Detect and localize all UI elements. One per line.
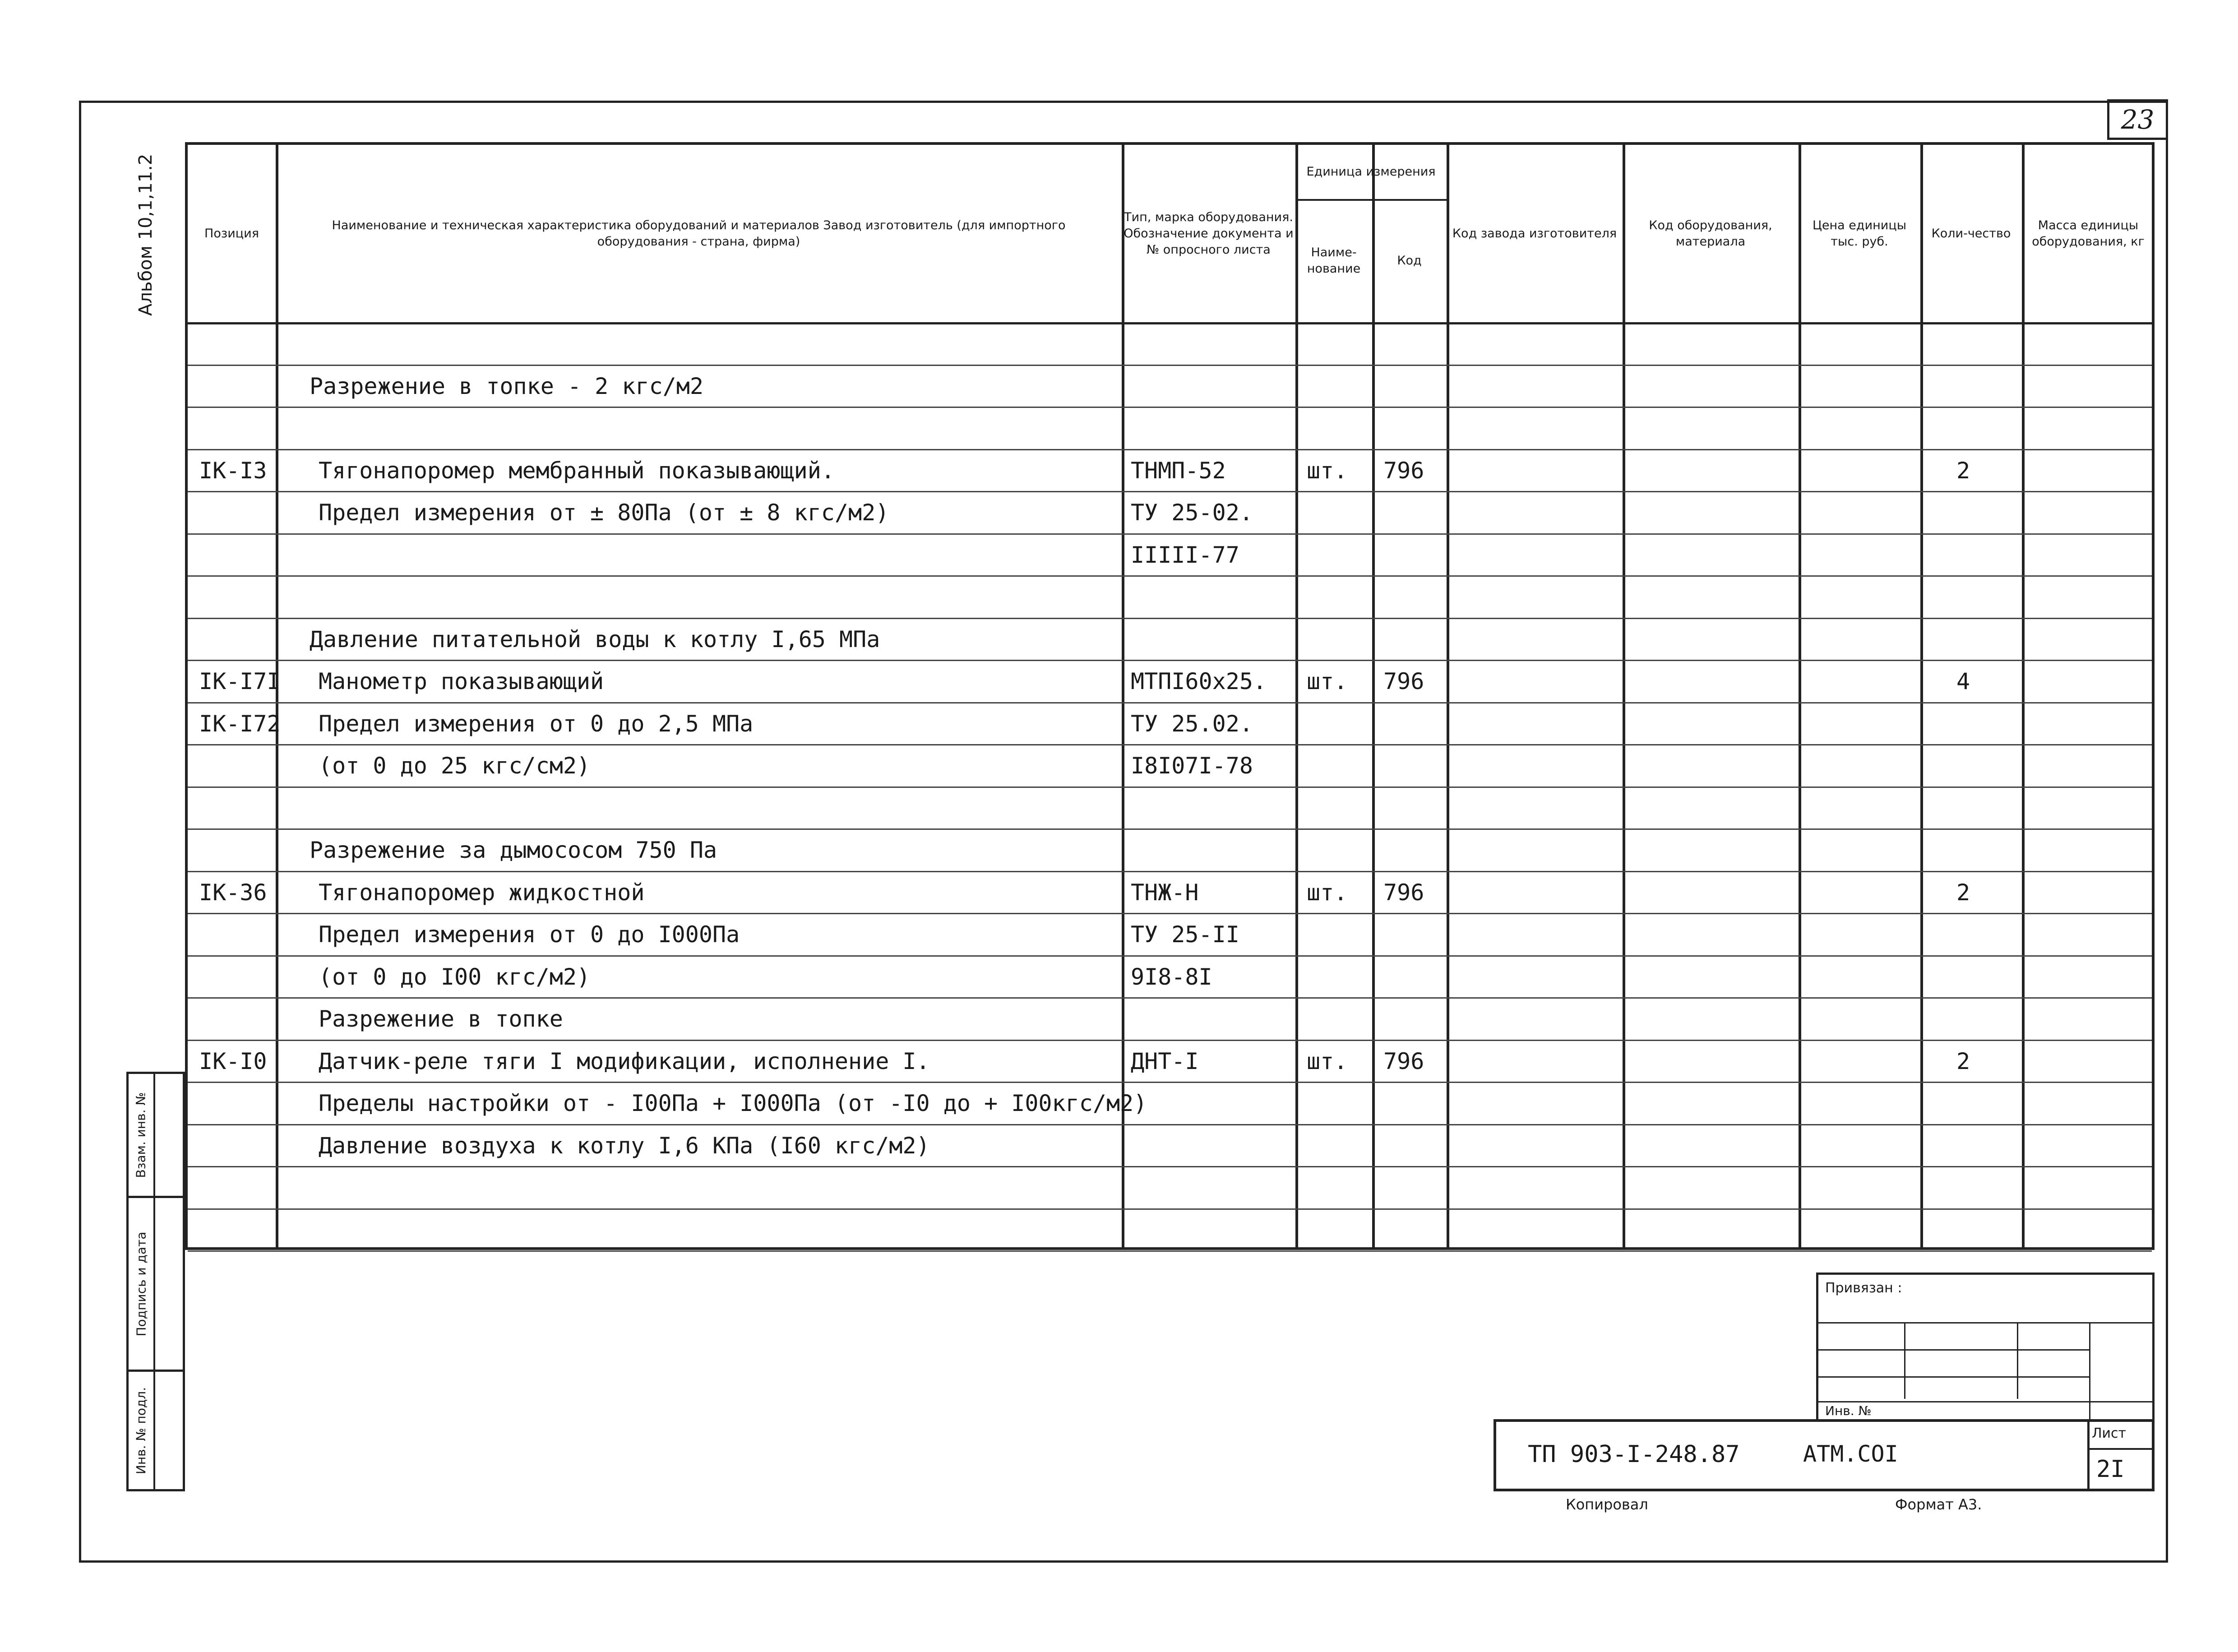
cell-position: IK-I72 — [199, 710, 281, 737]
cell-code: 796 — [1383, 457, 1424, 484]
stamp-inv — [126, 1370, 185, 1491]
row-divider — [188, 407, 2152, 408]
row-divider — [188, 913, 2152, 914]
row-divider — [188, 1124, 2152, 1125]
cell-position: IK-I7I — [199, 668, 281, 694]
header-qty: Коли-чество — [1931, 226, 2011, 241]
header-price: Цена единицы тыс. руб. — [1812, 218, 1907, 249]
cell-type: МТПI60х25. — [1131, 668, 1267, 694]
cell-position: IK-I3 — [199, 457, 267, 484]
stamp-signature-label: Подпись и дата — [134, 1231, 148, 1336]
cell-type: ТНМП-52 — [1131, 457, 1226, 484]
cell-name: Разрежение в топке — [319, 1006, 563, 1032]
cell-name: (от 0 до 25 кгс/см2) — [319, 753, 591, 779]
cell-name: Предел измерения от ± 80Па (от ± 8 кгс/м2) — [319, 500, 889, 526]
row-divider — [188, 828, 2152, 830]
cell-unit: шт. — [1307, 457, 1348, 484]
title-block — [1494, 1419, 2155, 1491]
row-divider — [188, 660, 2152, 661]
stamp-vzam-label: Взам. инв. № — [134, 1092, 149, 1178]
stamp-vzam — [126, 1072, 185, 1198]
project-code: ТП 903-I-248.87 — [1528, 1441, 1740, 1468]
row-divider — [188, 618, 2152, 619]
album-label: Альбом 10,1,11.2 — [135, 153, 156, 316]
cell-name: Разрежение за дымососом 750 Па — [310, 837, 717, 863]
row-divider — [188, 787, 2152, 788]
cell-name: Датчик-реле тяги I модификации, исполнение I. — [319, 1048, 930, 1074]
header-unit-group: Единица измерения — [1306, 165, 1436, 179]
row-divider — [188, 955, 2152, 957]
row-divider — [188, 1250, 2152, 1252]
row-divider — [188, 871, 2152, 872]
header-factory-code: Код завода изготовителя — [1452, 226, 1617, 241]
cell-name: Манометр показывающий — [319, 668, 604, 694]
cell-unit: шт. — [1307, 668, 1348, 694]
cell-name: Пределы настройки от - I00Па + I000Па (от -I0 до + I00кгс/м2) — [319, 1090, 1147, 1116]
cell-qty: 2 — [1956, 457, 1970, 484]
cell-type: I8I07I-78 — [1131, 753, 1253, 779]
cell-name: Предел измерения от 0 до 2,5 МПа — [319, 710, 754, 737]
cell-code: 796 — [1383, 879, 1424, 906]
row-divider — [188, 1082, 2152, 1083]
header-type: Тип, марка оборудования. Обозначение документа и № опросного листа — [1124, 210, 1294, 257]
header-name: Наименование и техническая характеристика оборудований и материалов Завод изготовитель (для импортного оборудования - страна, фирма) — [332, 218, 1066, 249]
cell-type: ТУ 25.02. — [1131, 710, 1253, 737]
cell-name: Тягонапоромер мембранный показывающий. — [319, 457, 835, 484]
header-unit-name: Наиме-нование — [1307, 245, 1361, 276]
row-divider — [188, 491, 2152, 492]
cell-name: Предел измерения от 0 до I000Па — [319, 921, 740, 948]
row-divider — [188, 744, 2152, 745]
sheet-number: 2I — [2096, 1456, 2125, 1483]
cell-code: 796 — [1383, 668, 1424, 694]
row-divider — [188, 365, 2152, 366]
cell-type: IIIII-77 — [1131, 541, 1239, 568]
row-divider — [188, 449, 2152, 450]
spec-table — [185, 142, 2155, 1250]
approval-block — [1816, 1273, 2155, 1421]
cell-type: ТУ 25-02. — [1131, 500, 1253, 526]
stamp-inv-label: Инв. № подл. — [134, 1387, 149, 1474]
row-divider — [188, 533, 2152, 535]
header-mass: Масса единицы оборудования, кг — [2032, 218, 2145, 249]
row-divider — [188, 1040, 2152, 1041]
approval-label: Привязан : — [1825, 1280, 1902, 1296]
header-position: Позиция — [204, 226, 259, 241]
cell-position: IK-I0 — [199, 1048, 267, 1074]
cell-name: (от 0 до I00 кгс/м2) — [319, 963, 591, 990]
cell-name: Давление воздуха к котлу I,6 КПа (I60 кгс/м2) — [319, 1132, 930, 1159]
copied-label: Копировал — [1566, 1496, 1648, 1513]
cell-name: Давление питательной воды к котлу I,65 МПа — [310, 626, 880, 652]
cell-name: Разрежение в топке - 2 кгс/м2 — [310, 373, 703, 399]
cell-qty: 2 — [1956, 1048, 1970, 1074]
header-unit-code: Код — [1397, 253, 1422, 268]
document-code: АТМ.СОI — [1803, 1441, 1898, 1467]
cell-type: ТУ 25-II — [1131, 921, 1239, 948]
row-divider — [188, 1166, 2152, 1167]
row-divider — [188, 997, 2152, 999]
approval-inv-label: Инв. № — [1825, 1403, 1872, 1418]
row-divider — [188, 575, 2152, 577]
cell-type: 9I8-8I — [1131, 963, 1212, 990]
cell-position: IK-36 — [199, 879, 267, 906]
sheet-mark: 23 — [2107, 99, 2168, 140]
cell-name: Тягонапоромер жидкостной — [319, 879, 645, 906]
cell-qty: 2 — [1956, 879, 1970, 906]
sheet-label: Лист — [2092, 1425, 2127, 1441]
header-equipment-code: Код оборудования, материала — [1649, 218, 1772, 249]
stamp-signature — [126, 1196, 185, 1372]
format-label: Формат А3. — [1895, 1496, 1982, 1513]
cell-qty: 4 — [1956, 668, 1970, 694]
header-divider — [188, 322, 2152, 324]
cell-unit: шт. — [1307, 1048, 1348, 1074]
cell-type: ДНТ-I — [1131, 1048, 1199, 1074]
cell-type: ТНЖ-Н — [1131, 879, 1199, 906]
row-divider — [188, 702, 2152, 703]
cell-unit: шт. — [1307, 879, 1348, 906]
cell-code: 796 — [1383, 1048, 1424, 1074]
row-divider — [188, 1208, 2152, 1210]
